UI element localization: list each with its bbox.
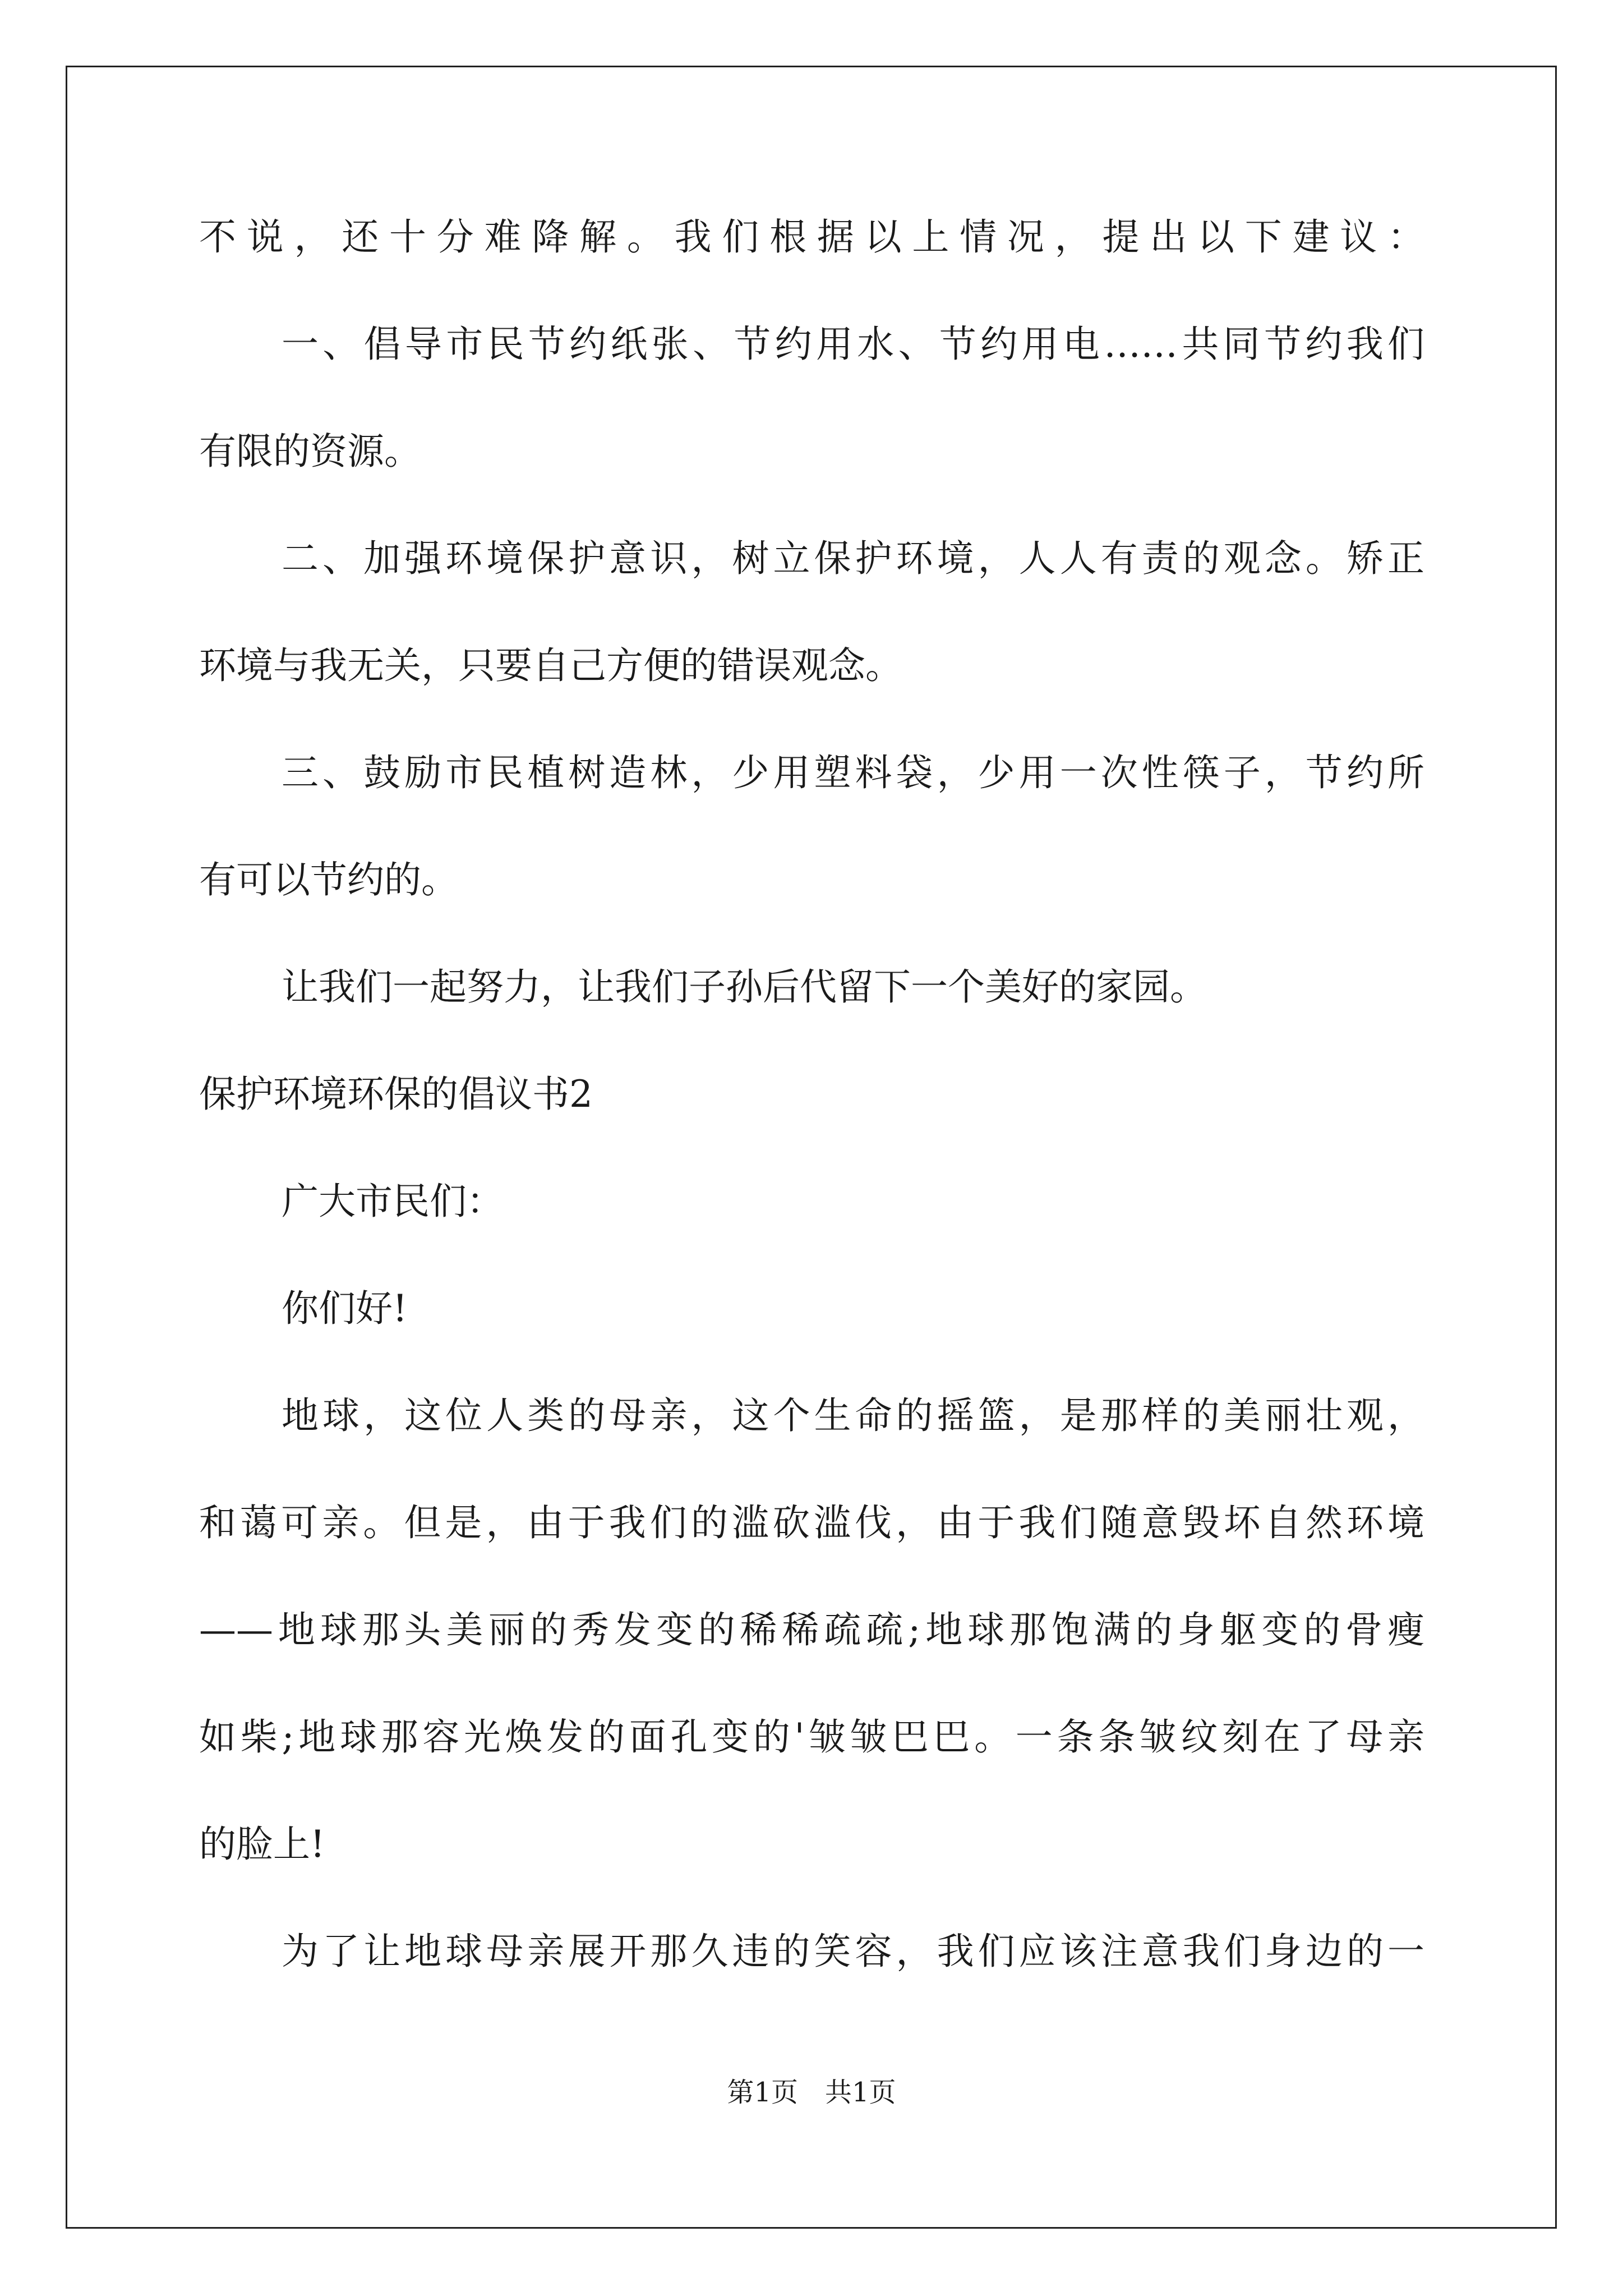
text-line: 不说，还十分难降解。我们根据以上情况，提出以下建议： (199, 215, 1424, 259)
text-line: 如柴;地球那容光焕发的面孔变的'皱皱巴巴。一条条皱纹刻在了母亲 (199, 1715, 1424, 1759)
text-line: 地球，这位人类的母亲，这个生命的摇篮，是那样的美丽壮观， (282, 1394, 1424, 1437)
text-line: 有可以节约的。 (199, 858, 458, 901)
text-line: 为了让地球母亲展开那久违的笑容，我们应该注意我们身边的一 (282, 1930, 1424, 1973)
page-footer: 第1页 共1页 (727, 2077, 896, 2108)
greeting: 你们好! (282, 1287, 408, 1330)
page-border (66, 66, 1557, 2229)
salutation: 广大市民们： (282, 1180, 504, 1223)
text-line: 和蔼可亲。但是，由于我们的滥砍滥伐，由于我们随意毁坏自然环境 (199, 1501, 1424, 1544)
section-heading: 保护环境环保的倡议书2 (199, 1073, 593, 1116)
text-line: 让我们一起努力，让我们子孙后代留下一个美好的家园。 (282, 965, 1207, 1009)
text-line: 环境与我无关，只要自己方便的错误观念。 (199, 644, 902, 687)
text-line: 一、倡导市民节约纸张、节约用水、节约用电……共同节约我们 (282, 323, 1424, 366)
text-line: 二、加强环境保护意识，树立保护环境，人人有责的观念。矫正 (282, 537, 1424, 580)
text-line: 有限的资源。 (199, 430, 421, 473)
text-line: ——地球那头美丽的秀发变的稀稀疏疏;地球那饱满的身躯变的骨瘦 (199, 1608, 1424, 1651)
text-line: 三、鼓励市民植树造林，少用塑料袋，少用一次性筷子，节约所 (282, 751, 1424, 794)
text-line: 的脸上! (199, 1823, 325, 1866)
